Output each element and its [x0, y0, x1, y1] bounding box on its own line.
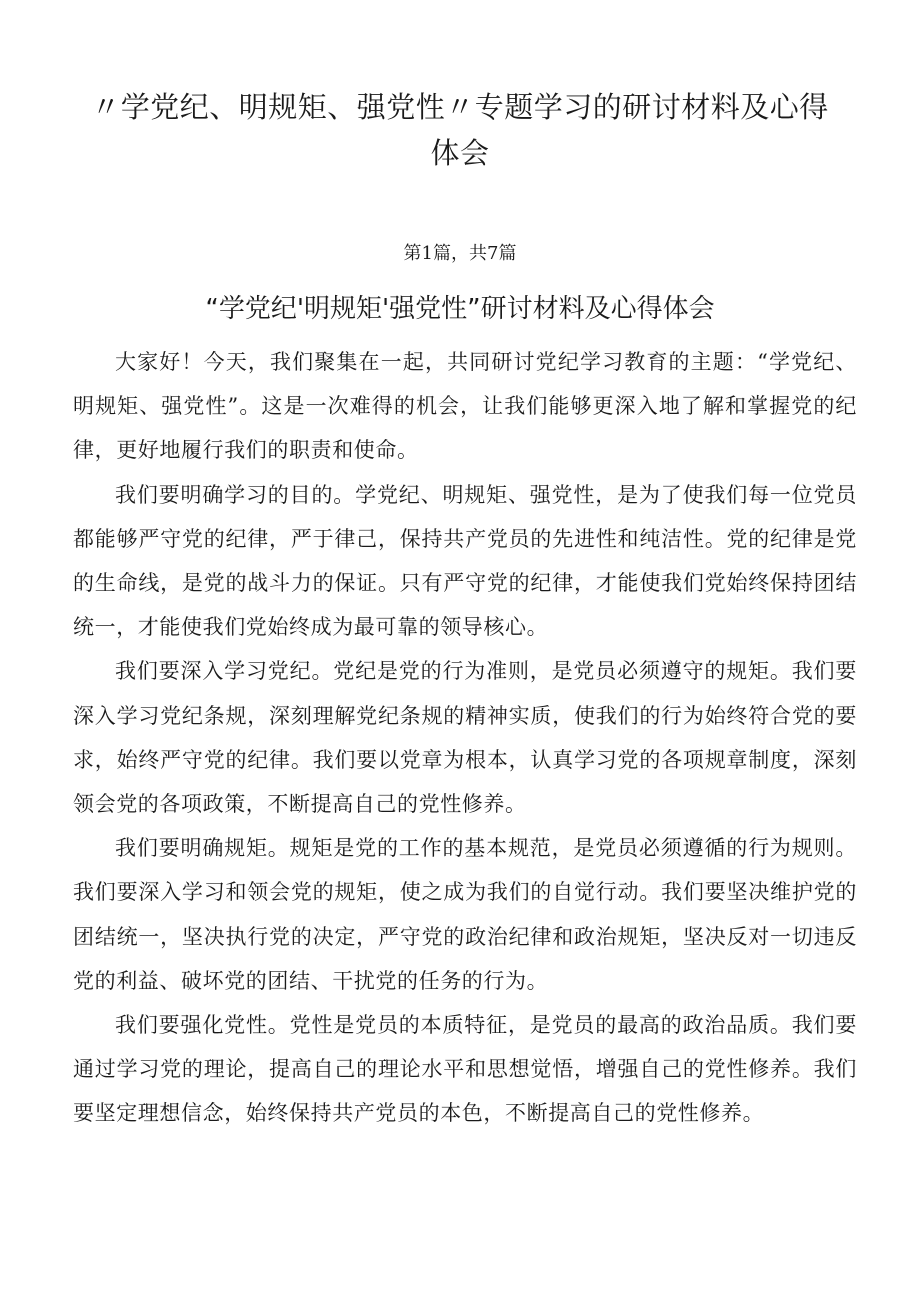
- section-title: “学党纪'明规矩'强党性”研讨材料及心得体会: [205, 294, 715, 324]
- part-indicator: 第1篇，共7篇: [403, 243, 517, 264]
- paragraph: 我们要强化党性。党性是党员的本质特征，是党员的最高的政治品质。我们要通过学习党的理论，提高自己的理论水平和思想觉悟，增强自己的党性修养。我们要坚定理想信念，始终保持共产党员的本色，不断提高自己的党性修养。: [73, 1013, 857, 1126]
- paragraph: 大家好！今天，我们聚集在一起，共同研讨党纪学习教育的主题：“学党纪、明规矩、强党性”。这是一次难得的机会，让我们能够更深入地了解和掌握党的纪律，更好地履行我们的职责和使命。: [73, 350, 857, 463]
- document-body: [73, 340, 857, 1136]
- paragraph: 我们要深入学习党纪。党纪是党的行为准则，是党员必须遵守的规矩。我们要深入学习党纪条规，深刻理解党纪条规的精神实质，使我们的行为始终符合党的要求，始终严守党的纪律。我们要以党章为根本，认真学习党的各项规章制度，深刻领会党的各项政策，不断提高自己的党性修养。: [73, 659, 857, 817]
- document-title: 〃学党纪、明规矩、强党性〃专题学习的研讨材料及心得体会: [91, 90, 829, 170]
- paragraph: 我们要明确学习的目的。学党纪、明规矩、强党性，是为了使我们每一位党员都能够严守党的纪律，严于律己，保持共产党员的先进性和纯洁性。党的纪律是党的生命线，是党的战斗力的保证。只有严守党的纪律，才能使我们党始终保持团结统一，才能使我们党始终成为最可靠的领导核心。: [73, 482, 857, 640]
- paragraph: 我们要明确规矩。规矩是党的工作的基本规范，是党员必须遵循的行为规则。我们要深入学习和领会党的规矩，使之成为我们的自觉行动。我们要坚决维护党的团结统一，坚决执行党的决定，严守党的政治纪律和政治规矩，坚决反对一切违反党的利益、破坏党的团结、干扰党的任务的行为。: [73, 836, 857, 993]
